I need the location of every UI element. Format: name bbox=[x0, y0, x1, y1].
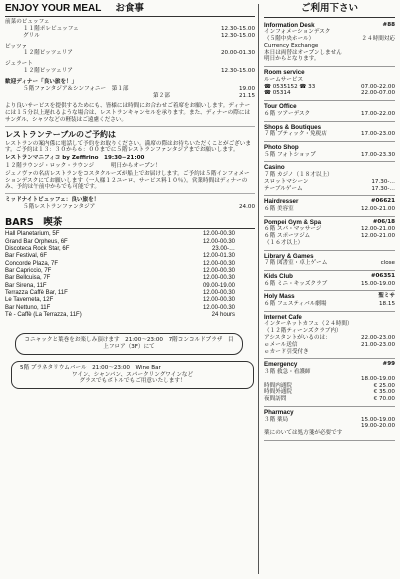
meal-row bbox=[5, 93, 255, 100]
service-detail: ３階 薬局 bbox=[264, 416, 289, 423]
meal-name: 前菜のビュッフェ bbox=[5, 19, 50, 26]
meal-note: より良いサービスを提供するためにも、皆様には時間にお合わせご着席をお願いします。ディナーには１５分以上遅れるような場合は、レストランキャンセルを承ります。また、ディナーの際にはサンダル、シャツなどの軽装はご遠慮ください。 bbox=[5, 103, 251, 123]
service-name: Library & Games bbox=[264, 252, 314, 260]
service-name: Pharmacy bbox=[264, 409, 294, 417]
bar-row bbox=[5, 297, 235, 304]
service-block bbox=[264, 251, 395, 271]
service-name: Tour Office bbox=[264, 103, 297, 111]
wine-bar-line3: グラスでもボトルでもご用意いたします！ bbox=[79, 378, 186, 385]
service-name: Hairdresser bbox=[264, 198, 299, 206]
reserve-text2: ジェノヴァの名店レストランをコスタクルーズが船上でお届けします。ご予約は５階インフォメーションデスクにてお願いします（一人様１２ユーロ、サービス料１０％）。営業時間はディナーのみ、予約は午前中からでも可能です。 bbox=[5, 170, 250, 191]
service-row bbox=[264, 179, 395, 186]
service-hours: close bbox=[380, 260, 395, 267]
service-row bbox=[264, 43, 395, 50]
bar-name: Tè - Caffè (La Terrazza, 11F) bbox=[5, 311, 82, 318]
service-detail: ６階 ツアーデスク bbox=[264, 110, 311, 117]
service-block bbox=[264, 407, 395, 441]
service-hours: 21.00-23.00 bbox=[360, 341, 395, 348]
service-row bbox=[264, 417, 395, 424]
service-detail: ７階 図書室・卓上ゲーム bbox=[264, 260, 328, 267]
service-row bbox=[264, 36, 395, 43]
meal-block bbox=[5, 19, 255, 39]
meal-row bbox=[5, 33, 255, 40]
meal-time: 19.00 bbox=[238, 85, 255, 92]
meal-time: 12.30-15.00 bbox=[220, 68, 255, 75]
bar-name: Bar Bellcuisa, 7F bbox=[5, 275, 51, 282]
service-hours: 15.00-19.00 bbox=[360, 416, 395, 423]
meal-name: ジェラート bbox=[5, 61, 33, 68]
meal-header-ja: お食事 bbox=[115, 3, 144, 14]
phone-extension: #99 bbox=[382, 361, 395, 368]
bar-hours: 12.00-01.30 bbox=[202, 253, 235, 260]
right-column bbox=[264, 3, 395, 441]
service-detail: ☎ 05314 bbox=[264, 90, 291, 97]
bar-name: Bar Capriccio, 7F bbox=[5, 267, 52, 274]
reserve-line: レストランマニフィコ by Zeffirino 19:30−21:00 bbox=[5, 155, 145, 162]
service-name: Information Desk bbox=[264, 21, 315, 29]
service-row bbox=[264, 90, 395, 97]
service-detail: 本日は両替はオープンしません bbox=[264, 49, 342, 56]
meal-block bbox=[5, 79, 255, 99]
cognac-note: コニャックと葉巻をお楽しみ頂けます 21:00〜23:00 7階コンコルドプラザ 目上フロア（3F）にて bbox=[15, 333, 243, 355]
service-block bbox=[264, 196, 395, 216]
service-row bbox=[264, 172, 395, 179]
service-detail: ７階 ブティック・免税店 bbox=[264, 131, 327, 138]
service-name: Kids Club bbox=[264, 273, 293, 281]
service-row bbox=[264, 56, 395, 63]
service-row bbox=[264, 152, 395, 159]
bar-name: Le Taverneta, 12F bbox=[5, 297, 54, 304]
service-detail: 時間外通院 bbox=[264, 389, 292, 396]
bar-name: Terrazza Caffè Bar, 11F bbox=[5, 289, 68, 296]
service-detail: ルームサービス bbox=[264, 76, 304, 83]
service-heading bbox=[264, 22, 395, 30]
service-detail: ５階 フォトショップ bbox=[264, 151, 316, 158]
bar-row bbox=[5, 268, 235, 275]
service-hours: 18.15 bbox=[378, 301, 395, 308]
service-hours: 19.00-20.00 bbox=[360, 423, 395, 430]
bar-name: Bar Sirena, 11F bbox=[5, 282, 47, 289]
bar-hours: 12.00-00.30 bbox=[202, 297, 235, 304]
reserve-text: レストランの案内係に電話して予約をお取りください。満席の際はお待ちいただくことがございます。ご予約は１３：３０から６：００までに５階レストランファンタジアまでお願いします。 bbox=[5, 140, 251, 154]
service-detail: （１２階ティーンズクラブ内） bbox=[264, 328, 342, 335]
left-column bbox=[5, 3, 255, 389]
service-detail: （５階中央ホール） bbox=[264, 35, 315, 42]
meal-block bbox=[5, 44, 255, 58]
bar-list bbox=[5, 231, 255, 319]
service-heading bbox=[264, 293, 395, 301]
service-detail: ☎ 0535152 ☎ 33 bbox=[264, 83, 316, 90]
service-block bbox=[264, 271, 395, 291]
service-row bbox=[264, 111, 395, 118]
bar-hours: 12.00-00.30 bbox=[202, 304, 235, 311]
service-block bbox=[264, 142, 395, 162]
service-detail: ６階 スポーツジム bbox=[264, 233, 311, 240]
service-heading bbox=[264, 69, 395, 77]
service-heading bbox=[264, 144, 395, 152]
service-detail: テーブルゲーム bbox=[264, 185, 303, 192]
service-row bbox=[264, 369, 395, 376]
service-detail: ６階 ミニ・キッズクラブ bbox=[264, 280, 328, 287]
service-row bbox=[264, 281, 395, 288]
service-name: Photo Shop bbox=[264, 143, 299, 151]
service-block bbox=[264, 312, 395, 360]
service-name: Internet Cafe bbox=[264, 313, 302, 321]
service-heading bbox=[264, 361, 395, 369]
service-name: Holy Mass bbox=[264, 293, 295, 301]
service-detail: 時間内通院 bbox=[264, 382, 292, 389]
wine-bar-note bbox=[11, 361, 254, 389]
bar-name: Bar Nettuno, 11F bbox=[5, 304, 51, 311]
service-hours: 17.00-23.30 bbox=[360, 151, 395, 158]
service-heading bbox=[264, 409, 395, 417]
bar-hours: 23.00-… bbox=[211, 246, 235, 253]
service-row bbox=[264, 131, 395, 138]
service-detail: スロットマシーン bbox=[264, 178, 309, 185]
service-detail: ３階 救急・看護師 bbox=[264, 369, 311, 376]
service-row bbox=[264, 260, 395, 267]
meal-name: 歓迎ディナー「良い旅を！」 bbox=[5, 78, 78, 85]
service-hours: 17.00-23.00 bbox=[360, 131, 395, 138]
service-row bbox=[264, 186, 395, 193]
service-hours: 22.00-07.00 bbox=[360, 90, 395, 97]
meal-time: 21.15 bbox=[238, 92, 255, 99]
bar-row bbox=[5, 305, 235, 312]
meal-venue: １２階ピッツェリア bbox=[23, 68, 73, 75]
service-hours: 15.00-19.00 bbox=[360, 280, 395, 287]
service-block bbox=[264, 122, 395, 142]
service-detail: ｅカード引受付き bbox=[264, 348, 309, 355]
service-detail: インフォメーションデスク bbox=[264, 29, 331, 36]
service-detail: ６階 スパ・マッサージ bbox=[264, 226, 322, 233]
bar-hours: 12.00-00.30 bbox=[202, 238, 235, 245]
service-detail: 明日からとなります。 bbox=[264, 56, 320, 63]
service-hours: 17.30-… bbox=[371, 185, 395, 192]
meal-name: ピッツァ bbox=[5, 43, 28, 50]
bar-row bbox=[5, 253, 235, 260]
bar-row bbox=[5, 290, 235, 297]
service-block bbox=[264, 162, 395, 196]
meal-block bbox=[5, 61, 255, 75]
service-heading bbox=[264, 103, 395, 111]
services-list bbox=[264, 20, 395, 442]
bar-hours: 12.00-00.30 bbox=[202, 289, 235, 296]
service-row bbox=[264, 328, 395, 335]
service-row bbox=[264, 342, 395, 349]
bar-row bbox=[5, 246, 235, 253]
service-heading bbox=[264, 164, 395, 172]
reserve-title: レストランテーブルのご予約は bbox=[5, 129, 117, 139]
service-block bbox=[264, 217, 395, 251]
divider bbox=[5, 193, 255, 194]
service-hours: 17.30-… bbox=[371, 178, 395, 185]
column-divider bbox=[258, 4, 259, 574]
service-hours: ２４時間対応 bbox=[361, 35, 395, 42]
phone-extension: #06621 bbox=[370, 198, 395, 205]
service-detail: 薬にのいては処方箋が必要です bbox=[264, 430, 343, 437]
service-detail: 夜間訪問 bbox=[264, 396, 287, 403]
service-row bbox=[264, 301, 395, 308]
service-block bbox=[264, 67, 395, 101]
service-hours: 12.00-21.00 bbox=[360, 226, 395, 233]
service-name: Shops & Boutiques bbox=[264, 123, 322, 131]
service-row bbox=[264, 29, 395, 36]
bar-name: Grand Bar Orpheus, 6F bbox=[5, 238, 68, 245]
service-name: Room service bbox=[264, 69, 305, 77]
service-hours: € 25.00 bbox=[373, 382, 395, 389]
service-detail: （１６才以上） bbox=[264, 239, 304, 246]
meal-time: 12.30-15.00 bbox=[220, 26, 255, 32]
midnight-time: 24.00 bbox=[238, 204, 255, 210]
service-hours: 07.00-22.00 bbox=[360, 83, 395, 90]
divider bbox=[5, 126, 255, 127]
service-block bbox=[264, 291, 395, 311]
meal-row bbox=[5, 86, 255, 93]
service-row bbox=[264, 240, 395, 247]
bar-hours: 12.00-00.30 bbox=[202, 267, 235, 274]
reserve-line2: １２階ラウンジ・ロック・ラウンジ 明日からオープン！ bbox=[5, 162, 161, 169]
service-name: Pompei Gym & Spa bbox=[264, 218, 322, 226]
meal-row bbox=[5, 68, 255, 75]
phone-extension: 聖ミサ bbox=[378, 293, 395, 300]
service-row bbox=[264, 335, 395, 342]
bar-row bbox=[5, 283, 235, 290]
meal-row bbox=[5, 26, 255, 33]
service-row bbox=[264, 233, 395, 240]
service-detail: ｅメール送信 bbox=[264, 341, 298, 348]
service-hours: 22.00-23.00 bbox=[360, 335, 395, 342]
service-name: Emergency bbox=[264, 361, 298, 369]
service-hours: € 35.00 bbox=[373, 389, 395, 396]
meal-time: 12.30-15.00 bbox=[220, 32, 255, 39]
midnight-place: ５階レストランファンタジア bbox=[23, 204, 96, 210]
service-hours: 12.00-21.00 bbox=[360, 233, 395, 240]
service-row bbox=[264, 77, 395, 84]
services-header: ご利用下さい bbox=[264, 3, 395, 18]
service-block bbox=[264, 359, 395, 407]
bar-row bbox=[5, 261, 235, 268]
meal-venue: １１階ポレビュッフェ bbox=[23, 26, 79, 32]
service-heading bbox=[264, 124, 395, 132]
service-hours: 18.00-19.00 bbox=[360, 375, 395, 382]
service-detail: アシスタントがいるのは： bbox=[264, 335, 331, 342]
midnight-row bbox=[5, 204, 255, 211]
service-row bbox=[264, 349, 395, 356]
bar-name: Discoteca Rock Star, 6F bbox=[5, 246, 70, 253]
bar-name: Bar Festival, 6F bbox=[5, 253, 48, 260]
bars-title: BARS 喫茶 bbox=[5, 217, 255, 230]
meal-venue: グリル bbox=[23, 32, 40, 39]
service-row bbox=[264, 430, 395, 437]
meal-row bbox=[5, 50, 255, 57]
service-detail: Currency Exchange bbox=[264, 42, 319, 49]
bar-row bbox=[5, 275, 235, 282]
meal-venue: １２階ピッツェリア bbox=[23, 50, 73, 57]
meal-header-en: ENJOY YOUR MEAL bbox=[5, 3, 102, 14]
service-block bbox=[264, 101, 395, 121]
phone-extension: #06/18 bbox=[372, 218, 395, 225]
meal-time: 20.00-01.30 bbox=[220, 50, 255, 57]
bar-hours: 12.00-00.30 bbox=[202, 275, 235, 282]
bar-row bbox=[5, 312, 235, 319]
service-row bbox=[264, 376, 395, 383]
service-heading bbox=[264, 198, 395, 206]
meal-header bbox=[5, 3, 255, 17]
meal-venue: ５階ファンタジア＆シンフォニー 第１部 bbox=[23, 85, 129, 92]
wine-bar-line1: 5階 プラネタリウムバール 21:00〜23:00 Wine Bar bbox=[20, 364, 161, 371]
wine-bar-line2: ワイン、シャンパン、スパークリングワインなど bbox=[71, 371, 194, 378]
bar-name: Hall Planetarium, 5F bbox=[5, 231, 60, 238]
bar-hours: 24 hours bbox=[211, 311, 235, 318]
phone-extension: #88 bbox=[382, 21, 395, 28]
phone-extension: #06351 bbox=[370, 273, 395, 280]
service-detail: インターネットカフェ（２４時間） bbox=[264, 321, 353, 328]
service-name: Casino bbox=[264, 164, 285, 172]
bar-row bbox=[5, 239, 235, 246]
service-detail: ６階 美容室 bbox=[264, 205, 294, 212]
service-block bbox=[264, 20, 395, 68]
service-row bbox=[264, 396, 395, 403]
service-detail: ６階 フェスティバル劇場 bbox=[264, 301, 327, 308]
meal-venue: 第２部 bbox=[153, 92, 170, 99]
bar-hours: 12.00-00.30 bbox=[202, 231, 235, 238]
bar-hours: 12.00-00.30 bbox=[202, 260, 235, 267]
service-hours: € 70.00 bbox=[373, 396, 395, 403]
midnight-title: ミッドナイトビュッフェ：良い旅を！ bbox=[5, 197, 100, 204]
service-hours: 17.00-22.00 bbox=[360, 110, 395, 117]
bar-name: Concorde Plaza, 7F bbox=[5, 260, 59, 267]
bar-hours: 09.00-19.00 bbox=[202, 282, 235, 289]
bar-row bbox=[5, 231, 235, 238]
service-heading bbox=[264, 273, 395, 281]
service-detail: ７階 カジノ（１８才以上） bbox=[264, 171, 333, 178]
service-hours: 12.00-21.00 bbox=[360, 205, 395, 212]
service-row bbox=[264, 206, 395, 213]
